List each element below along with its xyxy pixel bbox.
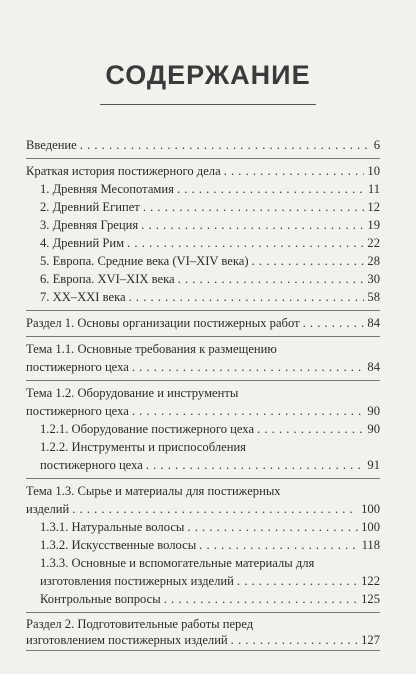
toc-entry-page: 90 [367,422,380,436]
toc-entry-page: 118 [361,538,380,552]
page-title: СОДЕРЖАНИЕ [105,60,311,90]
toc-entry-text: 1. Древняя Месопотамия [40,182,174,196]
toc-entry-topic-1-1[interactable] [26,358,380,376]
toc-entry-page: 10 [367,164,380,178]
toc-entry-text: 6. Европа. XVI–XIX века [40,272,175,286]
toc-entry-page: 11 [367,182,380,196]
toc-entry-greece[interactable] [26,216,380,234]
toc-entry-1-3-3[interactable] [26,572,380,590]
toc-entry-text: Краткая история постижерного дела [26,164,221,178]
toc-entry-page: 19 [367,218,380,232]
separator-line [26,612,380,613]
toc-entry-page: 125 [361,592,380,606]
toc-entry-section-2[interactable] [26,632,380,648]
toc-entry-text: 3. Древняя Греция [40,218,139,232]
separator-line [26,650,380,651]
toc-entry-text: 4. Древний Рим [40,236,125,250]
separator-line [26,158,380,159]
toc-entry-1-3-3-line1[interactable]: 1.3.3. Основные и вспомогательные материалы для [40,556,315,570]
separator-line [26,478,380,479]
toc-entry-1-2-2-line1[interactable]: 1.2.2. Инструменты и приспособления [40,440,246,454]
toc-entry-topic-1-1-line1[interactable]: Тема 1.1. Основные требования к размещению [26,342,277,356]
toc-entry-text: 7. XX–XXI века [40,290,126,304]
toc-entry-topic-2-1[interactable] [26,654,380,660]
toc-entry-section-2-line1[interactable]: Раздел 2. Подготовительные работы перед [26,617,254,631]
toc-entry-text: 5. Европа. Средние века (VI–XIV века) [40,254,249,268]
toc-entry-page: 58 [367,290,380,304]
toc-entry-text: 1.2.1. Оборудование постижерного цеха [40,422,255,436]
toc-entry-topic-1-3-line1[interactable]: Тема 1.3. Сырье и материалы для постижерных [26,484,281,498]
toc-entry-page: 84 [367,316,380,330]
toc-entry-introduction[interactable] [26,136,380,154]
separator-line [26,380,380,381]
toc-entry-1-2-2[interactable] [26,456,380,474]
toc-entry-text: постижерного цеха [40,458,143,472]
toc-entry-page: 91 [367,458,380,472]
toc-entry-16-19-centuries[interactable] [26,270,380,288]
toc-entry-egypt[interactable] [26,198,380,216]
toc-entry-topic-1-2[interactable] [26,402,380,420]
toc-entry-page: 22 [367,236,380,250]
toc-entry-page: 100 [361,520,380,534]
toc-entry-page: 84 [367,360,380,374]
toc-entry-middle-ages[interactable] [26,252,380,270]
toc-entry-rome[interactable] [26,234,380,252]
toc-entry-1-3-2[interactable] [26,536,380,554]
toc-entry-page: 30 [367,272,380,286]
toc-entry-section-1[interactable] [26,314,380,332]
toc-entry-text: изготовлением постижерных изделий [26,633,228,647]
toc-entry-20-21-centuries[interactable] [26,288,380,306]
toc-entry-text: Контрольные вопросы [40,592,161,606]
toc-entry-text: Введение [26,138,77,152]
toc-entry-1-2-1[interactable] [26,420,380,438]
toc-entry-control-questions[interactable] [26,590,380,608]
toc-entry-page: 90 [367,404,380,418]
toc-entry-text: изделий [26,502,70,516]
toc-entry-page: 100 [361,502,380,516]
toc-entry-text: 1.3.2. Искусственные волосы [40,538,197,552]
title-underline [100,104,316,105]
toc-entry-text: 2. Древний Египет [40,200,140,214]
toc-entry-text: постижерного цеха [26,360,129,374]
toc-entry-page: 127 [361,633,380,647]
toc-entry-text: постижерного цеха [26,404,129,418]
toc-entry-topic-1-2-line1[interactable]: Тема 1.2. Оборудование и инструменты [26,386,239,400]
toc-entry-page: 6 [373,138,380,152]
toc-entry-topic-1-3[interactable] [26,500,380,518]
toc-entry-1-3-1[interactable] [26,518,380,536]
toc-entry-history[interactable] [26,162,380,180]
toc-entry-text: Раздел 1. Основы организации постижерных работ [26,316,300,330]
separator-line [26,336,380,337]
toc-entry-page: 12 [367,200,380,214]
toc-entry-text: изготовления постижерных изделий [40,574,234,588]
toc-entry-page: 122 [361,574,380,588]
toc-entry-mesopotamia[interactable] [26,180,380,198]
separator-line [26,310,380,311]
toc-entry-text: 1.3.1. Натуральные волосы [40,520,185,534]
toc-entry-page: 28 [367,254,380,268]
